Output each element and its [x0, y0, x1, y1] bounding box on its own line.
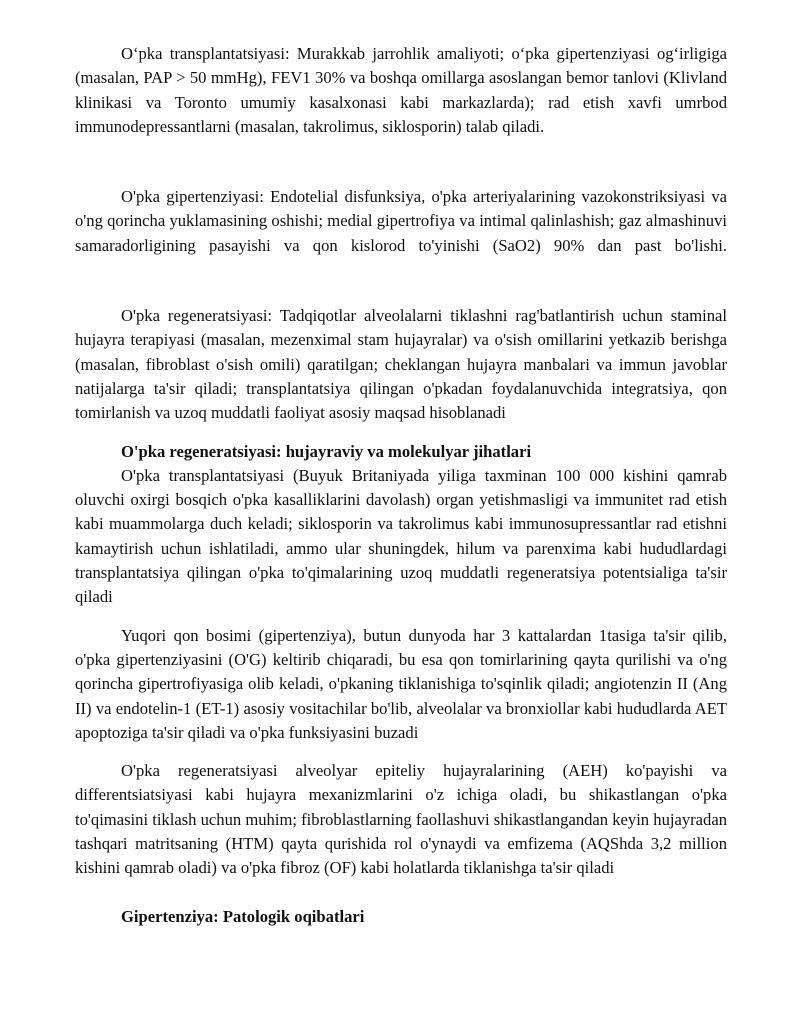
spacer [75, 881, 727, 905]
paragraph-pulmonary-hypertension: O'pka gipertenziyasi: Endotelial disfunksiya, o'pka arteriyalarining vazokonstriksiyasi va o'ng qorincha yuklamasining oshishi; medial gipertrofiya va intimal qalinlashish; gaz almashinuvi samaradorligining pasayishi va qon kislorod to'yinishi (SaO2) 90% dan past bo'lishi. [75, 187, 727, 255]
section-heading-hypertension: Gipertenziya: Patologik oqibatlari [121, 906, 365, 926]
spacer [75, 258, 727, 304]
spacer [75, 139, 727, 185]
paragraph-lung-transplantation: O‘pka transplantatsiyasi: Murakkab jarrohlik amaliyoti; o‘pka gipertenziyasi og‘irligiga (masalan, PAP > 50 mmHg), FEV1 30% va boshqa omillarga asoslangan bemor tanlovi (Klivland klinikasi va Toronto umumiy kasalxonasi kabi markazlarda); rad etish xavfi umrbod immunodepressantlarni (masalan, takrolimus, siklosporin) talab qiladi. [75, 44, 727, 136]
paragraph-regeneration-mechanisms: O'pka regeneratsiyasi alveolyar epiteliy hujayralarining (AEH) ko'payishi va differentsiatsiyasi kabi hujayra mexanizmlarini o'z ichiga oladi, bu shikastlangan o'pka to'qimasini tiklash uchun muhim; fibroblastlarning faollashuvi shikastlangandan keyin hujayradan tashqari matritsaning (HTM) qayta qurishida rol o'ynaydi va emfizema (AQShda 3,2 million kishini qamrab oladi) va o'pka fibroz (OF) kabi holatlarda tiklanishga ta'sir qiladi [75, 761, 727, 878]
paragraph-lung-regeneration: O'pka regeneratsiyasi: Tadqiqotlar alveolalarni tiklashni rag'batlantirish uchun staminal hujayra terapiyasi (masalan, mezenximal stam hujayralar) va o'sish omillarini yetkazib berishga (masalan, fibroblast o'sish omili) qaratilgan; cheklangan hujayra manbalari va immun javoblar natijalarga ta'sir qiladi; transplantatsiya qilingan o'pkadan foydalanuvchida integratsiya, qon tomirlanish va uzoq muddatli faoliyat asosiy maqsad hisoblanadi [75, 306, 727, 423]
paragraph-transplant-uk: O'pka transplantatsiyasi (Buyuk Britaniyada yiliga taxminan 100 000 kishini qamrab oluvchi oxirgi bosqich o'pka kasalliklarini davolash) organ yetishmasligi va immunitet rad etish kabi muammolarga duch keladi; siklosporin va takrolimus kabi immunosupressantlar rad etishni kamaytirish uchun ishlatiladi, ammo ular shuningdek, hilum va parenxima kabi hududlardagi transplantatsiya qilingan o'pka to'qimalarining uzoq muddatli regeneratsiya potentsialiga ta'sir qiladi [75, 465, 727, 607]
spacer [75, 610, 727, 624]
paragraph-high-blood-pressure: Yuqori qon bosimi (gipertenziya), butun dunyoda har 3 kattalardan 1tasiga ta'sir qilib, o'pka gipertenziyasini (O'G) keltirib chiqaradi, bu esa qon tomirlarining qayta qurilishi va o'ng qorincha gipertrofiyasiga olib keladi, o'pkaning tiklanishiga to'sqinlik qiladi; angiotenzin II (Ang II) va endotelin-1 (ET-1) asosiy vositachilar bo'lib, alveolalar va bronxiollar kabi hududlarda AET apoptoziga ta'sir qiladi va o'pka funksiyasini buzadi [75, 625, 727, 742]
document-page [75, 42, 727, 929]
spacer [75, 745, 727, 759]
spacer [75, 426, 727, 440]
section-heading-regeneration: O'pka regeneratsiyasi: hujayraviy va molekulyar jihatlari [121, 441, 532, 461]
